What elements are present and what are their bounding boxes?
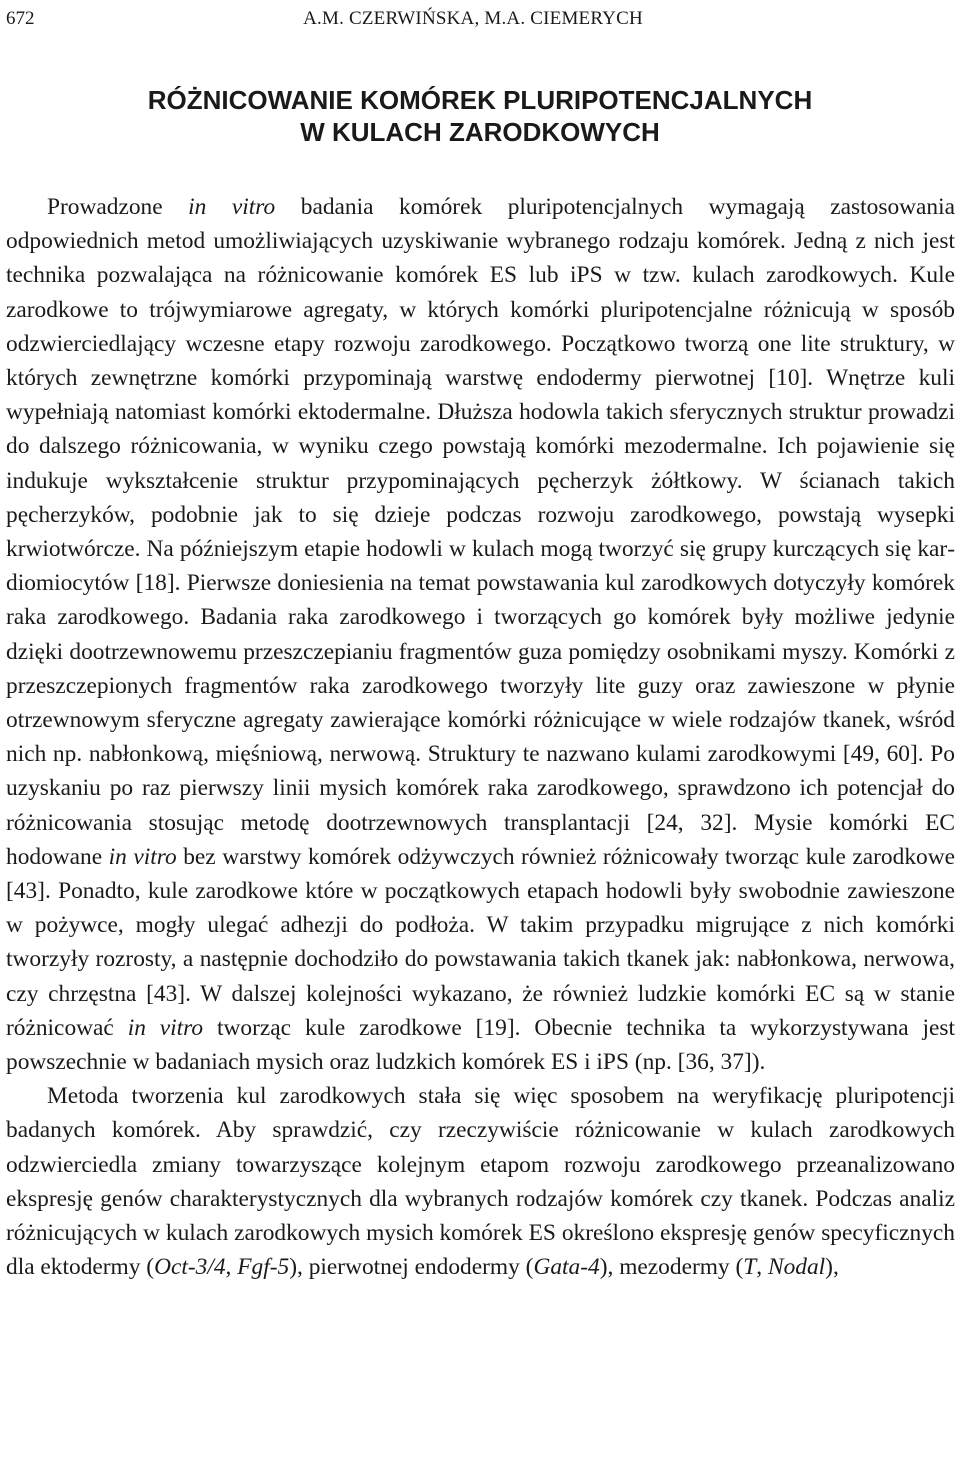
paragraph-1-text: Prowadzone bbox=[47, 194, 189, 220]
italic-term: in vitro bbox=[108, 843, 177, 870]
running-header bbox=[6, 4, 940, 34]
paragraph-2-text: , bbox=[756, 1254, 768, 1281]
gene-name: Fgf-5 bbox=[237, 1254, 290, 1281]
section-heading-line-2: W KULACH ZARODKOWYCH bbox=[300, 117, 660, 147]
gene-name: T bbox=[743, 1254, 757, 1281]
paragraph-2-text: , bbox=[225, 1254, 238, 1281]
section-heading-line-1: RÓŻNICOWANIE KOMÓREK PLURIPOTENCJALNYCH bbox=[147, 85, 813, 115]
gene-name: Nodal bbox=[767, 1254, 826, 1281]
paragraph-1-text: badania komórek pluripotencjalnych wymagają zastosowania odpowiednich metod umożliwiających uzyskiwanie wybranego rodzaju komórek. Jedną z nich jest technika pozwalająca na różnicowanie komórek ES lub iPS w tzw. kulach zarodkowych. Kule zarodkowe to trójwymiarowe agregaty, w których komórki pluripotencjalne różnicują w sposób odzwierciedlający wczesne etapy rozwoju zarodkowego. Początkowo tworzą one lite struktury, w których zewnętrzne komórki przypominają warstwę endodermy pierwotnej [10]. Wnętrze kuli wypełniają natomiast komórki ektodermalne. Dłuższa hodowla takich sferycznych struktur prowadzi do dalszego różnicowania, w wyniku czego powstają komórki mezodermalne. Ich pojawienie się indukuje wykształcenie struktur przypominających pęcherzyk żółtkowy. W ścianach takich pęcherzyków, podobnie jak to się dzieje podczas rozwoju zarodkowego, powstają wysepki krwiotwórcze. Na późniejszym etapie hodowli w kulach mogą tworzyć się grupy kurczących się kardiomiocytów [18]. Pierwsze doniesienia na temat powstawania kul zarodkowych dotyczyły komórek raka zarodkowego. Badania raka zarodkowego i tworzących go komórek były możliwe jedynie dzięki dootrzewnowemu przeszczepianiu fragmentów guza pomiędzy osobnikami myszy. Komórki z przeszczepionych fragmentów raka zarodkowego tworzyły lite guzy oraz zawieszone w płynie otrzewnowym sferyczne agregaty zawierające komórki różnicujące w wiele rodzajów tkanek, wśród nich np. nabłonkową, mięśniową, nerwową. Struktury te nazwano kulami zarodkowymi [49, 60]. Po uzyskaniu po raz pierwszy linii mysich komórek raka zarodkowego, sprawdzono ich potencjał do różnicowania stosując metodę dootrzewnowych transplantacji [24, 32]. Mysie komórki EC hodowane bbox=[6, 194, 955, 870]
gene-name: Oct-3/4 bbox=[154, 1254, 226, 1281]
section-heading bbox=[0, 84, 960, 148]
gene-name: Gata-4 bbox=[533, 1254, 600, 1281]
paragraph-1 bbox=[6, 190, 955, 1079]
paragraph-2-text: Metoda tworzenia kul zarodkowych stała się więc sposobem na weryfikację pluripotencji badanych komórek. Aby sprawdzić, czy rzeczywiście różnicowanie w kulach zarodkowych odzwierciedla zmiany towarzyszące kolejnym etapom rozwoju zarodkowego przeanalizowano ekspresję genów charakterystycznych dla wybranych rodzajów komórek czy tkanek. Podczas analiz różnicujących w kulach zarodkowych mysich komórek ES określono ekspresję genów specyficznych dla ektodermy ( bbox=[6, 1083, 955, 1281]
paragraph-2-text: ), pierwotnej endodermy ( bbox=[289, 1254, 534, 1281]
paragraph-2 bbox=[6, 1079, 955, 1284]
paragraph-2-text: ), bbox=[825, 1254, 839, 1281]
paragraph-1-text: bez warstwy komórek odżywczych również różnicowały tworząc kule zarodkowe [43]. Ponadto, kule zarodkowe które w początkowych etapach hodowli były swobodnie zawieszone w pożywce, mogły ulegać adhezji do podłoża. W takim przypadku migrujące z nich komórki tworzyły rozrosty, a następnie dochodziło do powstawania takich tkanek jak: nabłonkowa, nerwowa, czy chrzęstna [43]. W dalszej kolejności wykazano, że również ludzkie komórki EC są w stanie różnicować bbox=[6, 843, 955, 1041]
paragraph-2-text: ), mezodermy ( bbox=[599, 1254, 744, 1281]
page-number: 672 bbox=[6, 8, 35, 29]
italic-term: in vitro bbox=[188, 194, 276, 220]
italic-term: in vitro bbox=[127, 1014, 204, 1041]
body-text bbox=[6, 190, 955, 1285]
running-title-authors: A.M. CZERWIŃSKA, M.A. CIEMERYCH bbox=[303, 8, 643, 29]
paragraph-1-text: tworząc kule zarodkowe [19]. Obecnie technika ta wykorzystywana jest powszechnie w badaniach mysich oraz ludzkich komórek ES i iPS (np. [36, 37]). bbox=[6, 1014, 955, 1076]
